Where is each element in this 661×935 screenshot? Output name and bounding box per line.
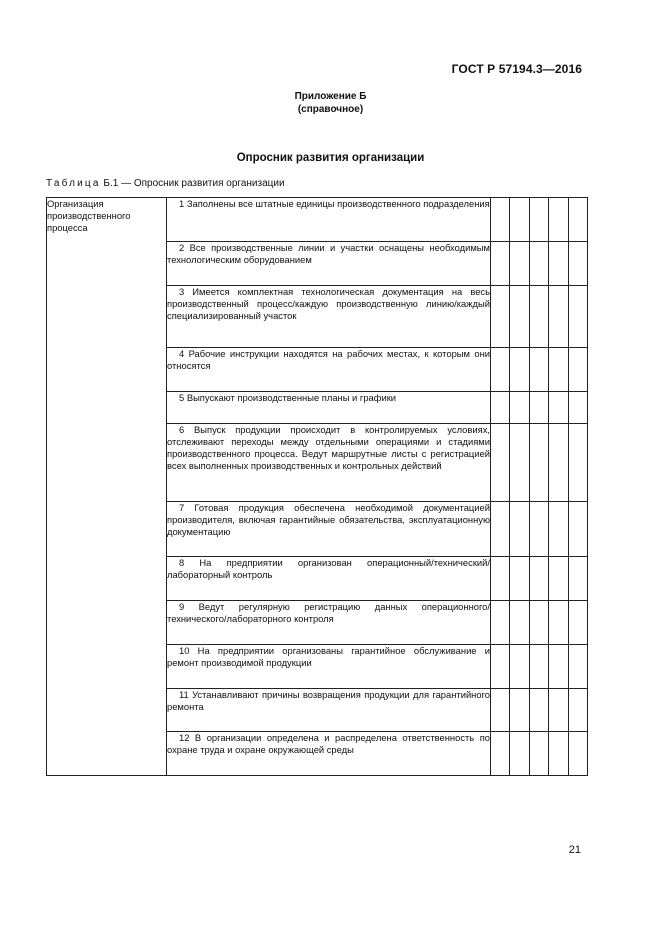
- survey-row: [47, 198, 588, 242]
- rating-cell: [510, 348, 530, 392]
- rating-cell: [510, 424, 530, 502]
- rating-cell: [510, 601, 530, 645]
- rating-cell: [569, 198, 588, 242]
- section-label: Организация производственного процесса: [47, 198, 131, 233]
- rating-cell: [491, 392, 510, 424]
- document-title: Опросник развития организации: [236, 152, 425, 164]
- rating-cell: [569, 348, 588, 392]
- rating-cell: [530, 502, 549, 557]
- item-text: 11 Устанавливают причины возвращения продукции для гарантийного ремонта: [167, 689, 490, 712]
- rating-cell: [549, 645, 569, 689]
- rating-cell: [510, 392, 530, 424]
- rating-cell: [549, 198, 569, 242]
- table-caption-text: Б.1 — Опросник развития организации: [100, 178, 285, 189]
- rating-cell: [491, 557, 510, 601]
- rating-cell: [549, 286, 569, 348]
- rating-cell: [569, 601, 588, 645]
- rating-cell: [510, 557, 530, 601]
- item-cell: [167, 645, 491, 689]
- rating-cell: [530, 392, 549, 424]
- table-caption-prefix: Таблица: [46, 178, 101, 189]
- item-cell: [167, 392, 491, 424]
- item-cell: [167, 601, 491, 645]
- rating-cell: [491, 502, 510, 557]
- item-cell: [167, 242, 491, 286]
- rating-cell: [530, 689, 549, 732]
- rating-cell: [549, 732, 569, 776]
- rating-cell: [569, 502, 588, 557]
- rating-cell: [530, 601, 549, 645]
- survey-table-body: [47, 198, 588, 776]
- rating-cell: [491, 348, 510, 392]
- item-cell: [167, 286, 491, 348]
- item-cell: [167, 198, 491, 242]
- rating-cell: [510, 502, 530, 557]
- section-cell: [47, 198, 167, 776]
- item-cell: [167, 557, 491, 601]
- rating-cell: [569, 286, 588, 348]
- rating-cell: [530, 645, 549, 689]
- item-text: 7 Готовая продукция обеспечена необходимой документацией производителя, включая гарантийные обязательства, эксплуатационную документацию: [167, 502, 490, 537]
- standard-code: ГОСТ Р 57194.3—2016: [451, 62, 582, 76]
- rating-cell: [510, 645, 530, 689]
- item-text: 5 Выпускают производственные планы и графики: [179, 392, 397, 403]
- appendix-title: Приложение Б: [294, 91, 367, 102]
- rating-cell: [549, 392, 569, 424]
- rating-cell: [510, 689, 530, 732]
- rating-cell: [549, 502, 569, 557]
- item-text: 12 В организации определена и распределена ответственность по охране труда и охране окружающей среды: [167, 732, 490, 755]
- rating-cell: [549, 557, 569, 601]
- rating-cell: [491, 424, 510, 502]
- item-text: 8 На предприятии организован операционный/технический/лабораторный контроль: [167, 557, 490, 580]
- page-number: 21: [568, 844, 581, 856]
- rating-cell: [569, 392, 588, 424]
- rating-cell: [491, 645, 510, 689]
- rating-cell: [510, 198, 530, 242]
- appendix-heading: [0, 90, 661, 116]
- rating-cell: [549, 601, 569, 645]
- appendix-status: (справочное): [297, 104, 364, 115]
- item-text: 6 Выпуск продукции происходит в контролируемых условиях, отслеживают переходы между отдельными операциями и стадиями производственного процесса. Ведут маршрутные листы с регистрацией всех выполненных производственных и контрольных действий: [167, 424, 490, 471]
- item-cell: [167, 502, 491, 557]
- survey-table: [46, 197, 588, 776]
- rating-cell: [549, 242, 569, 286]
- rating-cell: [530, 557, 549, 601]
- item-text: 1 Заполнены все штатные единицы производственного подразделения: [179, 198, 490, 209]
- rating-cell: [510, 242, 530, 286]
- rating-cell: [569, 242, 588, 286]
- rating-cell: [491, 242, 510, 286]
- item-text: 10 На предприятии организованы гарантийное обслуживание и ремонт производимой продукции: [167, 645, 490, 668]
- rating-cell: [549, 424, 569, 502]
- rating-cell: [491, 601, 510, 645]
- item-text: 4 Рабочие инструкции находятся на рабочих местах, к которым они относятся: [167, 348, 490, 371]
- rating-cell: [491, 732, 510, 776]
- item-cell: [167, 689, 491, 732]
- rating-cell: [530, 348, 549, 392]
- rating-cell: [530, 198, 549, 242]
- rating-cell: [549, 348, 569, 392]
- rating-cell: [510, 732, 530, 776]
- rating-cell: [530, 242, 549, 286]
- item-cell: [167, 732, 491, 776]
- item-text: 3 Имеется комплектная технологическая документация на весь производственный процесс/каждую производственную линию/каждый специализированный участок: [167, 286, 490, 321]
- survey-table-container: [46, 197, 588, 776]
- rating-cell: [569, 645, 588, 689]
- rating-cell: [491, 286, 510, 348]
- rating-cell: [549, 689, 569, 732]
- item-cell: [167, 424, 491, 502]
- item-cell: [167, 348, 491, 392]
- item-text: 9 Ведут регулярную регистрацию данных операционного/технического/лабораторного контроля: [167, 601, 490, 624]
- table-caption: [46, 178, 285, 189]
- rating-cell: [569, 732, 588, 776]
- rating-cell: [491, 689, 510, 732]
- rating-cell: [530, 424, 549, 502]
- rating-cell: [569, 689, 588, 732]
- rating-cell: [530, 732, 549, 776]
- item-text: 2 Все производственные линии и участки оснащены необходимым технологическим оборудованием: [167, 242, 490, 265]
- rating-cell: [491, 198, 510, 242]
- rating-cell: [530, 286, 549, 348]
- rating-cell: [569, 557, 588, 601]
- rating-cell: [569, 424, 588, 502]
- rating-cell: [510, 286, 530, 348]
